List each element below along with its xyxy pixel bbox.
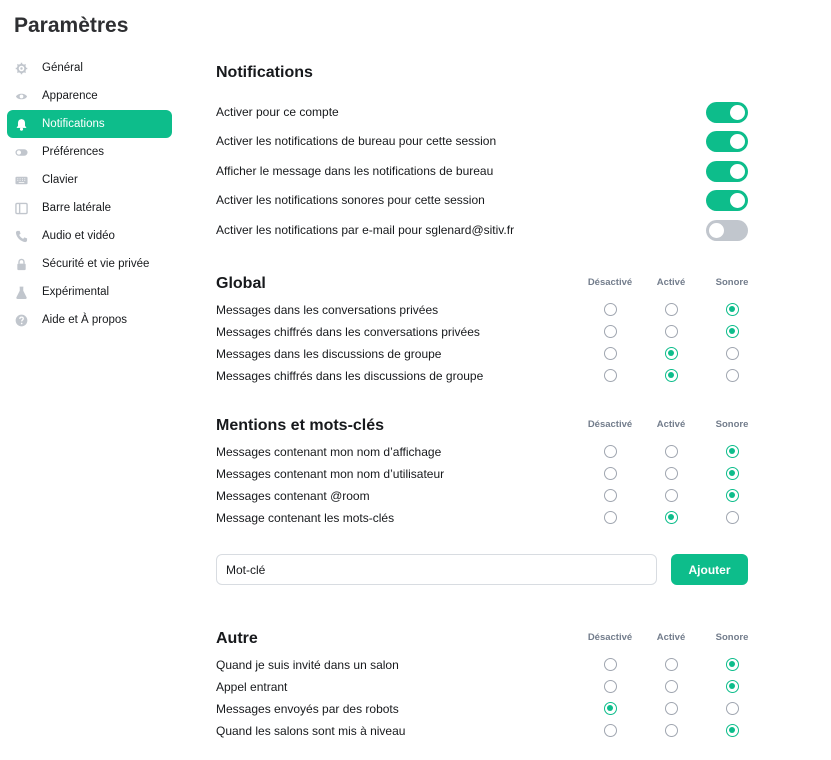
radio-noisy[interactable] <box>726 325 739 338</box>
sidebar-icon <box>15 202 28 215</box>
radio-noisy[interactable] <box>726 445 739 458</box>
setting-row <box>216 676 756 698</box>
radio-off[interactable] <box>604 680 617 693</box>
sidebar-item-help-about[interactable] <box>7 306 172 334</box>
sidebar-item-security-privacy[interactable] <box>7 250 172 278</box>
setting-row <box>216 654 756 676</box>
radio-noisy[interactable] <box>726 680 739 693</box>
toggle-knob <box>730 134 745 149</box>
radio-off[interactable] <box>604 658 617 671</box>
section-title: Global <box>216 275 266 292</box>
keyboard-icon <box>15 174 28 187</box>
sidebar-item-label: Général <box>42 62 83 74</box>
setting-label: Messages contenant @room <box>216 489 370 503</box>
toggle-switch-email[interactable] <box>706 220 748 241</box>
toggle-row-sound <box>216 188 748 212</box>
radio-off[interactable] <box>604 702 617 715</box>
sidebar-item-general[interactable] <box>7 54 172 82</box>
radio-on[interactable] <box>665 369 678 382</box>
flask-icon <box>15 286 28 299</box>
help-icon <box>15 314 28 327</box>
toggle-label: Afficher le message dans les notifications de bureau <box>216 164 494 178</box>
setting-row <box>216 299 756 321</box>
column-header-noisy: Sonore <box>715 632 749 643</box>
radio-off[interactable] <box>604 511 617 524</box>
setting-label: Message contenant les mots-clés <box>216 511 395 525</box>
setting-row <box>216 343 756 365</box>
sidebar-item-label: Expérimental <box>42 286 110 298</box>
radio-on[interactable] <box>665 680 678 693</box>
sidebar-item-label: Aide et À propos <box>42 314 128 326</box>
radio-on[interactable] <box>665 724 678 737</box>
toggle-knob <box>730 164 745 179</box>
radio-noisy[interactable] <box>726 467 739 480</box>
setting-label: Quand je suis invité dans un salon <box>216 658 399 672</box>
sidebar-item-notifications[interactable] <box>7 110 172 138</box>
toggle-label: Activer les notifications de bureau pour cette session <box>216 134 497 148</box>
sidebar-item-label: Préférences <box>42 146 105 158</box>
sidebar-item-label: Audio et vidéo <box>42 230 115 242</box>
toggle-label: Activer pour ce compte <box>216 105 339 119</box>
toggle-icon <box>15 146 28 159</box>
other-section <box>216 630 756 742</box>
lock-icon <box>15 258 28 271</box>
column-header-on: Activé <box>656 632 686 643</box>
setting-label: Messages dans les discussions de groupe <box>216 347 442 361</box>
toggle-row-show-message <box>216 159 748 183</box>
phone-icon <box>15 230 28 243</box>
radio-noisy[interactable] <box>726 369 739 382</box>
setting-row <box>216 321 756 343</box>
radio-off[interactable] <box>604 303 617 316</box>
keyword-input[interactable] <box>216 554 657 585</box>
toggle-row-desktop <box>216 129 748 153</box>
section-title: Autre <box>216 630 258 647</box>
sidebar-item-label: Barre latérale <box>42 202 112 214</box>
radio-on[interactable] <box>665 467 678 480</box>
radio-noisy[interactable] <box>726 511 739 524</box>
radio-off[interactable] <box>604 467 617 480</box>
radio-on[interactable] <box>665 702 678 715</box>
toggle-label: Activer les notifications par e-mail pour sglenard@sitiv.fr <box>216 223 515 237</box>
toggle-knob <box>730 105 745 120</box>
mentions-section <box>216 417 756 529</box>
radio-off[interactable] <box>604 325 617 338</box>
column-header-on: Activé <box>656 277 686 288</box>
eye-icon <box>15 90 28 103</box>
sidebar-item-sidebar[interactable] <box>7 194 172 222</box>
sidebar-item-label: Notifications <box>42 118 105 130</box>
sidebar-item-keyboard[interactable] <box>7 166 172 194</box>
setting-row <box>216 485 756 507</box>
global-section <box>216 275 756 387</box>
radio-on[interactable] <box>665 303 678 316</box>
section-title: Mentions et mots-clés <box>216 417 385 434</box>
radio-off[interactable] <box>604 724 617 737</box>
radio-on[interactable] <box>665 489 678 502</box>
setting-row <box>216 698 756 720</box>
radio-off[interactable] <box>604 369 617 382</box>
setting-label: Messages contenant mon nom d’affichage <box>216 445 442 459</box>
setting-row <box>216 507 756 529</box>
setting-label: Messages envoyés par des robots <box>216 702 399 716</box>
radio-noisy[interactable] <box>726 489 739 502</box>
gear-icon <box>15 62 28 75</box>
sidebar-item-experimental[interactable] <box>7 278 172 306</box>
sidebar-item-audio-video[interactable] <box>7 222 172 250</box>
sidebar-item-label: Sécurité et vie privée <box>42 258 150 270</box>
toggle-knob <box>709 223 724 238</box>
sidebar-item-appearance[interactable] <box>7 82 172 110</box>
toggle-row-email <box>216 218 748 242</box>
toggle-switch-desktop[interactable] <box>706 131 748 152</box>
radio-on[interactable] <box>665 511 678 524</box>
setting-label: Messages chiffrés dans les conversations privées <box>216 325 480 339</box>
column-header-noisy: Sonore <box>715 419 749 430</box>
radio-on[interactable] <box>665 325 678 338</box>
toggle-label: Activer les notifications sonores pour cette session <box>216 193 485 207</box>
notifications-heading: Notifications <box>216 64 313 81</box>
radio-noisy[interactable] <box>726 303 739 316</box>
toggle-row-account <box>216 100 748 124</box>
radio-noisy[interactable] <box>726 347 739 360</box>
column-header-off: Désactivé <box>587 419 633 430</box>
radio-off[interactable] <box>604 445 617 458</box>
setting-label: Appel entrant <box>216 680 288 694</box>
setting-label: Messages chiffrés dans les discussions de groupe <box>216 369 484 383</box>
radio-on[interactable] <box>665 445 678 458</box>
toggle-knob <box>730 193 745 208</box>
bell-icon <box>15 118 28 131</box>
setting-label: Quand les salons sont mis à niveau <box>216 724 406 738</box>
column-header-on: Activé <box>656 419 686 430</box>
sidebar-item-preferences[interactable] <box>7 138 172 166</box>
setting-row <box>216 441 756 463</box>
setting-row <box>216 365 756 387</box>
radio-noisy[interactable] <box>726 658 739 671</box>
column-header-off: Désactivé <box>587 632 633 643</box>
column-header-noisy: Sonore <box>715 277 749 288</box>
radio-noisy[interactable] <box>726 724 739 737</box>
toggle-switch-account[interactable] <box>706 102 748 123</box>
radio-off[interactable] <box>604 347 617 360</box>
setting-label: Messages contenant mon nom d’utilisateur <box>216 467 445 481</box>
radio-on[interactable] <box>665 658 678 671</box>
radio-on[interactable] <box>665 347 678 360</box>
settings-sidebar <box>7 54 172 334</box>
setting-row <box>216 463 756 485</box>
sidebar-item-label: Apparence <box>42 90 98 102</box>
add-keyword-button[interactable]: Ajouter <box>671 554 748 585</box>
toggle-switch-sound[interactable] <box>706 190 748 211</box>
setting-row <box>216 720 756 742</box>
radio-noisy[interactable] <box>726 702 739 715</box>
radio-off[interactable] <box>604 489 617 502</box>
setting-label: Messages dans les conversations privées <box>216 303 439 317</box>
toggle-switch-show-message[interactable] <box>706 161 748 182</box>
page-title: Paramètres <box>14 14 129 37</box>
column-header-off: Désactivé <box>587 277 633 288</box>
sidebar-item-label: Clavier <box>42 174 78 186</box>
